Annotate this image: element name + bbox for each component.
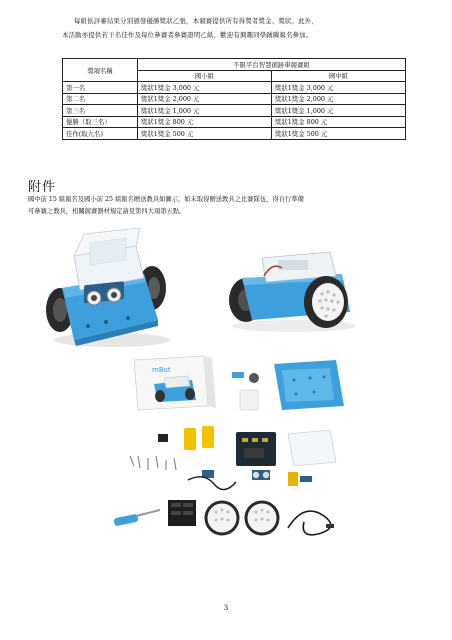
intro-line-2: 本活動亦提供若干名佳作及每位參賽者參賽證明乙紙，歡迎有興趣同學踴躍報名參加。: [62, 31, 313, 39]
awards-table: [62, 58, 406, 140]
awards-group-header: 不限平台智慧循跡車競賽組: [138, 59, 406, 71]
award-junior: 獎狀1獎金 1,000 元: [272, 105, 406, 117]
table-row: [63, 105, 406, 117]
annex-line-1: 國中前 15 組報名及國小前 25 組報名贈送教具如圖示，如未取得贈送教具之比賽隊伍，得自行準備: [28, 196, 304, 203]
col-header-junior: 國中組: [272, 70, 406, 82]
award-junior: 獎狀1獎金 3,000 元: [272, 82, 406, 94]
mbot-front-photo: [40, 228, 180, 350]
intro-paragraph: [62, 14, 408, 42]
table-row: [63, 128, 406, 140]
award-elementary: 獎狀1獎金 1,000 元: [138, 105, 272, 117]
intro-line-1: 每組依評審結果分別頒發優勝獎狀乙張，本競賽提供所有得獎者獎金、獎狀。此外，: [74, 17, 318, 25]
award-name: 佳作(取九名): [63, 128, 138, 140]
page-number: 3: [223, 604, 229, 612]
kit-box-label: mBot: [152, 366, 171, 374]
mbot-side-photo: [222, 240, 364, 334]
award-junior: 獎狀1獎金 500 元: [272, 128, 406, 140]
mbot-kit-contents-photo: [104, 352, 352, 546]
award-junior: 獎狀1獎金 800 元: [272, 116, 406, 128]
annex-paragraph: [28, 194, 428, 218]
award-elementary: 獎狀1獎金 3,000 元: [138, 82, 272, 94]
table-row: [63, 116, 406, 128]
table-row: [63, 93, 406, 105]
award-name: 優勝（取三名）: [63, 116, 138, 128]
annex-line-2: 可參賽之教具，相關競賽器材規定請見第四大項第五點。: [28, 208, 186, 215]
award-name: 第二名: [63, 93, 138, 105]
col-header-elementary: 國小組: [138, 70, 272, 82]
award-elementary: 獎狀1獎金 500 元: [138, 128, 272, 140]
award-name: 第一名: [63, 82, 138, 94]
award-junior: 獎狀1獎金 2,000 元: [272, 93, 406, 105]
annex-title: 附件: [28, 180, 57, 195]
award-name: 第三名: [63, 105, 138, 117]
award-elementary: 獎狀1獎金 800 元: [138, 116, 272, 128]
award-elementary: 獎狀1獎金 2,000 元: [138, 93, 272, 105]
awards-corner-header: 獎項名稱: [63, 59, 138, 82]
table-row: [63, 82, 406, 94]
